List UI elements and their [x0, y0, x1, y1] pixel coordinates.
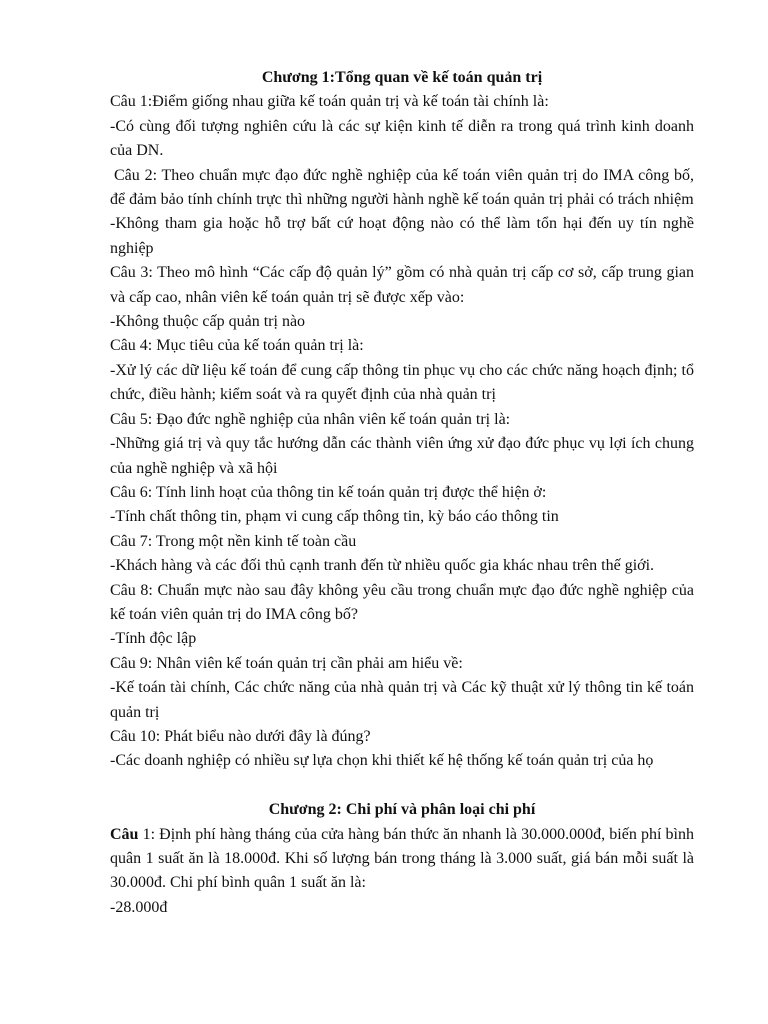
- ch1-a8: -Tính độc lập: [110, 630, 197, 648]
- ch1-q2: Câu 2: Theo chuẩn mực đạo đức nghề nghiệp của kế toán viên quản trị do IMA công bố, để đảm bảo tính chính trực thì những người hành nghề kế toán quản trị phải có trách nhiệm: [110, 166, 694, 209]
- ch1-q8: Câu 8: Chuẩn mực nào sau đây không yêu cầu trong chuẩn mực đạo đức nghề nghiệp của kế toán viên quản trị do IMA công bố?: [110, 581, 694, 623]
- ch1-q10: Câu 10: Phát biểu nào dưới đây là đúng?: [110, 727, 371, 745]
- chapter-2-title: Chương 2: Chi phí và phân loại chi phí: [268, 801, 536, 819]
- ch1-q1: Câu 1:Điểm giống nhau giữa kế toán quản trị và kế toán tài chính là:: [110, 93, 549, 111]
- ch1-a3: -Không thuộc cấp quản trị nào: [110, 313, 306, 331]
- ch1-q7: Câu 7: Trong một nền kinh tế toàn cầu: [110, 532, 357, 550]
- ch1-a2: -Không tham gia hoặc hỗ trợ bất cứ hoạt động nào có thể làm tổn hại đến uy tín nghề nghiệp: [110, 215, 694, 257]
- ch1-a7: -Khách hàng và các đối thủ cạnh tranh đến từ nhiều quốc gia khác nhau trên thế giới.: [110, 557, 655, 575]
- ch2-q1-text: 1: Định phí hàng tháng của cửa hàng bán thức ăn nhanh là 30.000.000đ, biến phí bình quân 1 suất ăn là 18.000đ. Khi số lượng bán trong tháng là 3.000 suất, giá bán mỗi suất là 30.000đ. Chi phí bình quân 1 suất ăn là:: [110, 825, 694, 892]
- ch2-a1: -28.000đ: [110, 898, 168, 916]
- ch2-q1: [110, 823, 694, 896]
- ch1-q4: Câu 4: Mục tiêu của kế toán quản trị là:: [110, 337, 364, 355]
- ch1-q5: Câu 5: Đạo đức nghề nghiệp của nhân viên kế toán quản trị là:: [110, 410, 511, 428]
- ch1-a9: -Kế toán tài chính, Các chức năng của nhà quản trị và Các kỹ thuật xử lý thông tin kế toán quản trị: [110, 679, 694, 721]
- ch2-q1-label: Câu: [110, 825, 139, 843]
- ch1-q3: Câu 3: Theo mô hình “Các cấp độ quản lý” gồm có nhà quản trị cấp cơ sở, cấp trung gian và cấp cao, nhân viên kế toán quản trị sẽ được xếp vào:: [110, 264, 694, 306]
- ch1-q6: Câu 6: Tính linh hoạt của thông tin kế toán quản trị được thể hiện ở:: [110, 483, 547, 501]
- ch1-a5: -Những giá trị và quy tắc hướng dẫn các thành viên ứng xử đạo đức phục vụ lợi ích chung của nghề nghiệp và xã hội: [110, 435, 694, 477]
- ch1-a6: -Tính chất thông tin, phạm vi cung cấp thông tin, kỳ báo cáo thông tin: [110, 508, 559, 526]
- ch1-q9: Câu 9: Nhân viên kế toán quản trị cần phải am hiểu về:: [110, 654, 463, 672]
- chapter-1-title: Chương 1:Tổng quan về kế toán quản trị: [261, 69, 543, 86]
- document-page: [110, 66, 694, 920]
- ch1-a4: -Xử lý các dữ liệu kế toán để cung cấp thông tin phục vụ cho các chức năng hoạch định; tổ chức, điều hành; kiểm soát và ra quyết định của nhà quản trị: [110, 361, 694, 404]
- ch1-a1: -Có cùng đối tượng nghiên cứu là các sự kiện kinh tế diễn ra trong quá trình kinh doanh của DN.: [110, 117, 694, 160]
- ch1-a10: -Các doanh nghiệp có nhiều sự lựa chọn khi thiết kế hệ thống kế toán quản trị của họ: [110, 752, 654, 770]
